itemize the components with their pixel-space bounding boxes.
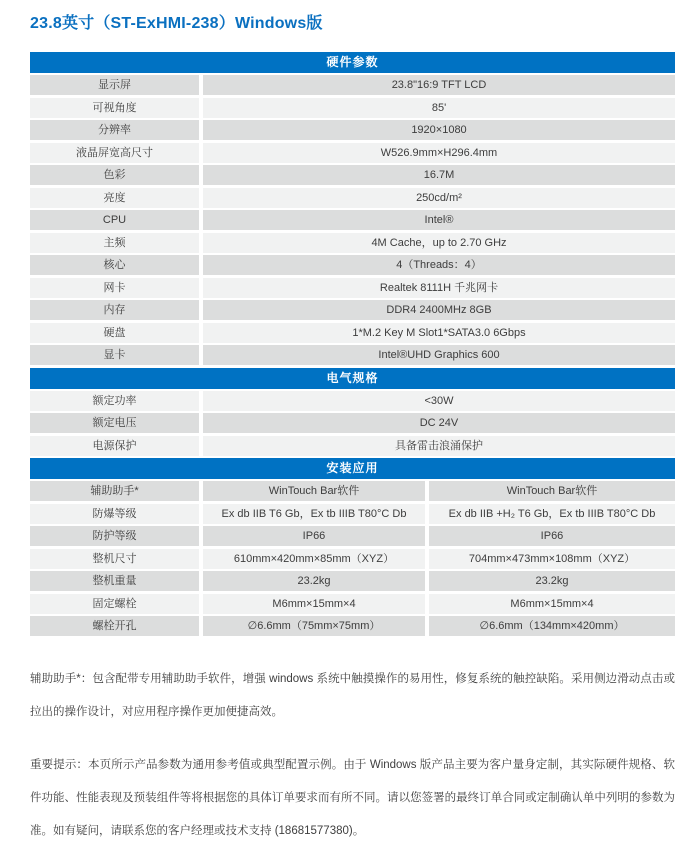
spec-value-left: 23.2kg xyxy=(203,571,425,591)
spec-value: <30W xyxy=(203,391,675,411)
spec-value: 23.8"16:9 TFT LCD xyxy=(203,75,675,95)
spec-value: 16.7M xyxy=(203,165,675,185)
spec-label: 网卡 xyxy=(30,278,199,298)
spec-value-right: WinTouch Bar软件 xyxy=(429,481,675,501)
spec-value: 4M Cache，up to 2.70 GHz xyxy=(203,233,675,253)
table-row xyxy=(30,210,675,230)
table-row xyxy=(30,549,675,569)
table-row xyxy=(30,120,675,140)
section-header-installation: 安装应用 xyxy=(30,458,675,479)
spec-value: Realtek 8111H 千兆网卡 xyxy=(203,278,675,298)
spec-value: 1*M.2 Key M Slot1*SATA3.0 6Gbps xyxy=(203,323,675,343)
table-row xyxy=(30,98,675,118)
table-row xyxy=(30,594,675,614)
table-row xyxy=(30,413,675,433)
spec-value: 85' xyxy=(203,98,675,118)
spec-value: 4（Threads：4） xyxy=(203,255,675,275)
table-row xyxy=(30,255,675,275)
spec-label: 色彩 xyxy=(30,165,199,185)
spec-value-left: ∅6.6mm（75mm×75mm） xyxy=(203,616,425,636)
spec-value-left: WinTouch Bar软件 xyxy=(203,481,425,501)
table-row xyxy=(30,345,675,365)
spec-value-right: Ex db IIB +H₂ T6 Gb，Ex tb IIIB T80°C Db xyxy=(429,504,675,524)
spec-value: DC 24V xyxy=(203,413,675,433)
spec-value: 250cd/m² xyxy=(203,188,675,208)
spec-value-left: M6mm×15mm×4 xyxy=(203,594,425,614)
spec-value-left: IP66 xyxy=(203,526,425,546)
table-row xyxy=(30,571,675,591)
spec-label: 螺栓开孔 xyxy=(30,616,199,636)
footnote-assistant: 辅助助手*：包含配带专用辅助助手软件，增强 windows 系统中触摸操作的易用性，修复系统的触控缺陷。采用侧边滑动点击或拉出的操作设计，对应用程序操作更加便捷高效。 xyxy=(30,673,675,718)
spec-label: 防护等级 xyxy=(30,526,199,546)
spec-label: 液晶屏宽高尺寸 xyxy=(30,143,199,163)
spec-value-right: 704mm×473mm×108mm（XYZ） xyxy=(429,549,675,569)
spec-value-right: 23.2kg xyxy=(429,571,675,591)
table-row xyxy=(30,143,675,163)
spec-label: 电源保护 xyxy=(30,436,199,456)
table-row xyxy=(30,391,675,411)
spec-label: 显卡 xyxy=(30,345,199,365)
spec-label: 显示屏 xyxy=(30,75,199,95)
spec-label: 硬盘 xyxy=(30,323,199,343)
table-row xyxy=(30,436,675,456)
spec-label: 防爆等级 xyxy=(30,504,199,524)
table-row xyxy=(30,165,675,185)
section-header-electrical: 电气规格 xyxy=(30,368,675,389)
spec-value-left: 610mm×420mm×85mm（XYZ） xyxy=(203,549,425,569)
table-row xyxy=(30,278,675,298)
page-title: 23.8英寸（ST-ExHMI-238）Windows版 xyxy=(30,15,323,32)
spec-value-right: ∅6.6mm（134mm×420mm） xyxy=(429,616,675,636)
spec-label: 主频 xyxy=(30,233,199,253)
spec-label: 辅助助手* xyxy=(30,481,199,501)
table-row xyxy=(30,233,675,253)
spec-value-left: Ex db IIB T6 Gb，Ex tb IIIB T80°C Db xyxy=(203,504,425,524)
spec-value: 1920×1080 xyxy=(203,120,675,140)
spec-label: 可视角度 xyxy=(30,98,199,118)
table-row xyxy=(30,323,675,343)
section-header-hardware: 硬件参数 xyxy=(30,52,675,73)
table-row xyxy=(30,300,675,320)
spec-label: CPU xyxy=(30,210,199,230)
spec-table xyxy=(30,52,675,636)
spec-label: 额定电压 xyxy=(30,413,199,433)
spec-value: Intel® xyxy=(203,210,675,230)
spec-label: 内存 xyxy=(30,300,199,320)
spec-label: 额定功率 xyxy=(30,391,199,411)
spec-label: 整机尺寸 xyxy=(30,549,199,569)
spec-value: DDR4 2400MHz 8GB xyxy=(203,300,675,320)
spec-value-right: IP66 xyxy=(429,526,675,546)
spec-label: 固定螺栓 xyxy=(30,594,199,614)
table-row xyxy=(30,504,675,524)
table-row xyxy=(30,75,675,95)
spec-value: 具备雷击浪涌保护 xyxy=(203,436,675,456)
table-row xyxy=(30,481,675,501)
footnote-important: 重要提示：本页所示产品参数为通用参考值或典型配置示例。由于 Windows 版产品主要为客户量身定制，其实际硬件规格、软件功能、性能表现及预装组件等将根据您的具体订单要求而有所不同。请以您签署的最终订单合同或定制确认单中列明的参数为准。如有疑问，请联系您的客户经理或技术支持 (18681577380)。 xyxy=(30,759,675,837)
spec-value: Intel®UHD Graphics 600 xyxy=(203,345,675,365)
spec-label: 亮度 xyxy=(30,188,199,208)
table-row xyxy=(30,188,675,208)
spec-label: 整机重量 xyxy=(30,571,199,591)
spec-label: 分辨率 xyxy=(30,120,199,140)
table-row xyxy=(30,526,675,546)
spec-label: 核心 xyxy=(30,255,199,275)
spec-value-right: M6mm×15mm×4 xyxy=(429,594,675,614)
spec-value: W526.9mm×H296.4mm xyxy=(203,143,675,163)
table-row xyxy=(30,616,675,636)
